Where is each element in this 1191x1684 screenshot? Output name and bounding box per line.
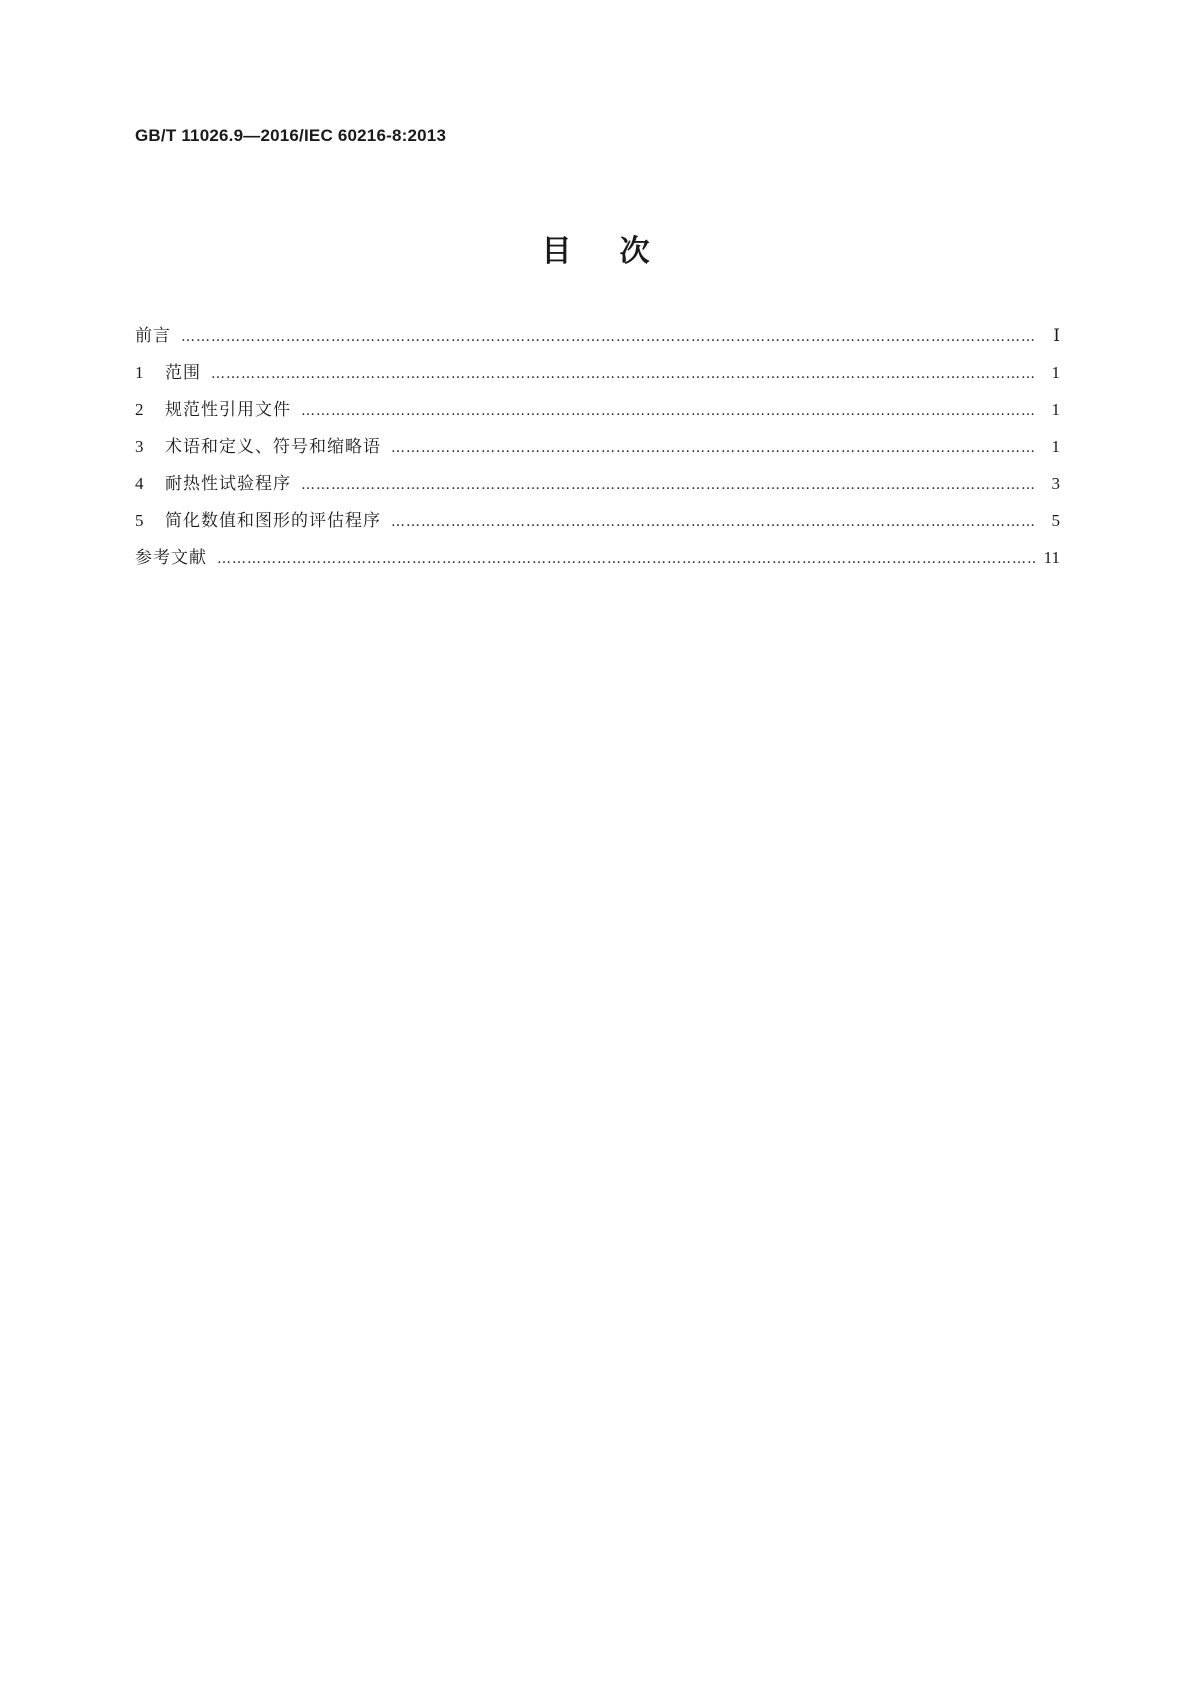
toc-entry-page: 1	[1051, 363, 1060, 382]
table-of-contents	[135, 326, 1060, 585]
toc-entry-label: 简化数值和图形的评估程序	[165, 511, 381, 531]
toc-entry-label: 规范性引用文件	[165, 400, 291, 420]
toc-entry-evaluation-procedures[interactable]	[135, 511, 1060, 548]
toc-entry-label: 前言	[135, 326, 171, 346]
toc-entry-label: 耐热性试验程序	[165, 474, 291, 494]
toc-entry-foreword[interactable]	[135, 326, 1060, 363]
toc-entry-test-procedures[interactable]	[135, 474, 1060, 511]
toc-leader-dots	[217, 549, 1036, 569]
toc-leader-dots	[301, 475, 1036, 495]
toc-entry-label: 参考文献	[135, 548, 207, 568]
toc-entry-normative-references[interactable]	[135, 400, 1060, 437]
toc-entry-page: 3	[1051, 474, 1060, 493]
toc-leader-dots	[391, 438, 1036, 458]
toc-entry-number: 1	[135, 363, 144, 382]
toc-entry-label: 术语和定义、符号和缩略语	[165, 437, 381, 457]
toc-entry-page: Ⅰ	[1053, 326, 1060, 345]
toc-leader-dots	[211, 364, 1036, 384]
document-code: GB/T 11026.9—2016/IEC 60216-8:2013	[135, 126, 447, 145]
toc-entry-number: 3	[135, 437, 144, 456]
toc-entry-scope[interactable]	[135, 363, 1060, 400]
toc-entry-number: 2	[135, 400, 144, 419]
toc-entry-page: 1	[1051, 437, 1060, 456]
toc-entry-page: 1	[1051, 400, 1060, 419]
toc-leader-dots	[301, 401, 1036, 421]
toc-entry-page: 5	[1051, 511, 1060, 530]
toc-title: 目次	[541, 234, 698, 269]
toc-entry-terms-definitions[interactable]	[135, 437, 1060, 474]
toc-entry-page: 11	[1043, 548, 1060, 567]
toc-leader-dots	[391, 512, 1036, 532]
toc-entry-bibliography[interactable]	[135, 548, 1060, 585]
toc-leader-dots	[181, 327, 1036, 347]
toc-entry-label: 范围	[165, 363, 201, 383]
toc-entry-number: 4	[135, 474, 144, 493]
toc-entry-number: 5	[135, 511, 144, 530]
